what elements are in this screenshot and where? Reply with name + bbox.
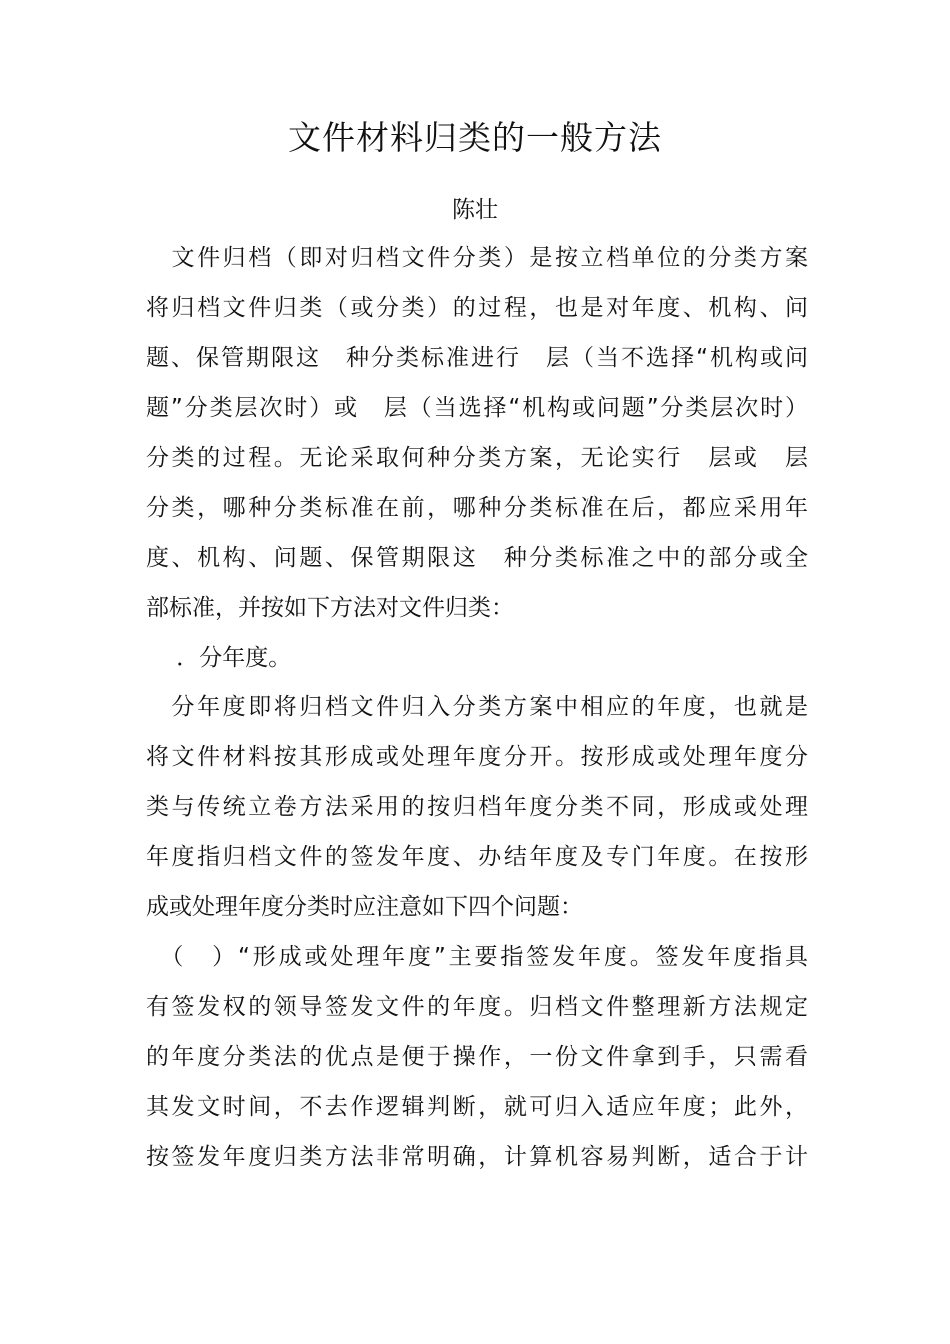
body-line-7: 度、机构、问题、保管期限这 种分类标准之中的部分或全 — [146, 545, 808, 571]
body-line-4: 题”分类层次时）或 层（当选择“机构或问题”分类层次时） — [146, 395, 808, 421]
body-line-16: 有签发权的领导签发文件的年度。归档文件整理新方法规定 — [146, 994, 808, 1020]
body-line-3: 题、保管期限这 种分类标准进行 层（当不选择“机构或问 — [146, 345, 808, 371]
body-line-2: 将归档文件归类（或分类）的过程，也是对年度、机构、问 — [146, 295, 808, 321]
body-line-18: 其发文时间，不去作逻辑判断，就可归入适应年度；此外， — [146, 1094, 808, 1120]
body-line-12: 类与传统立卷方法采用的按归档年度分类不同，形成或处理 — [146, 794, 808, 820]
body-line-5: 分类的过程。无论采取何种分类方案，无论实行 层或 层 — [146, 445, 808, 471]
body-line-19: 按签发年度归类方法非常明确，计算机容易判断，适合于计 — [146, 1144, 808, 1170]
body-line-17: 的年度分类法的优点是便于操作，一份文件拿到手，只需看 — [146, 1044, 808, 1070]
body-line-10: 分年度即将归档文件归入分类方案中相应的年度，也就是 — [146, 694, 808, 720]
body-line-15: （ ）“形成或处理年度”主要指签发年度。签发年度指具 — [146, 944, 808, 970]
body-line-6: 分类，哪种分类标准在前，哪种分类标准在后，都应采用年 — [146, 495, 808, 521]
section-heading-year: ．分年度。 — [146, 645, 292, 671]
body-line-13: 年度指归档文件的签发年度、办结年度及专门年度。在按形 — [146, 844, 808, 870]
author-name: 陈壮 — [452, 197, 498, 223]
document-title: 文件材料归类的一般方法 — [288, 118, 662, 157]
body-line-1: 文件归档（即对归档文件分类）是按立档单位的分类方案 — [146, 245, 808, 271]
body-line-11: 将文件材料按其形成或处理年度分开。按形成或处理年度分 — [146, 744, 808, 770]
body-line-14: 成或处理年度分类时应注意如下四个问题： — [146, 894, 583, 920]
body-line-8: 部标准，并按如下方法对文件归类： — [146, 595, 514, 621]
